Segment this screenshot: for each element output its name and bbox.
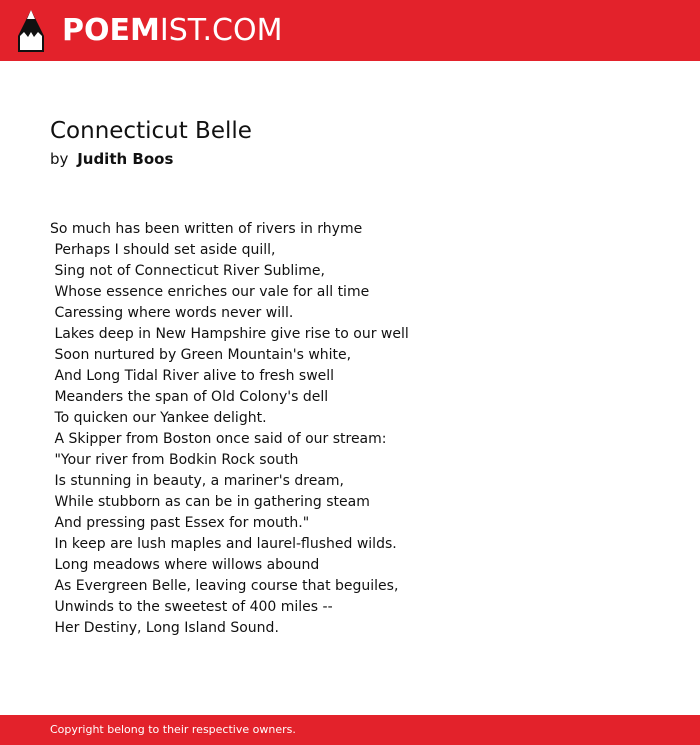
poem-line: Soon nurtured by Green Mountain's white, <box>50 347 352 363</box>
poem-line: Unwinds to the sweetest of 400 miles -- <box>50 599 333 615</box>
brand-light: IST.COM <box>159 13 283 48</box>
byline <box>50 149 173 169</box>
site-footer <box>0 715 700 745</box>
brand-bold: POEM <box>62 13 160 48</box>
poem-line: "Your river from Bodkin Rock south <box>50 452 299 468</box>
poem-body <box>50 219 409 639</box>
poem-line: While stubborn as can be in gathering steam <box>50 494 370 510</box>
site-header <box>0 0 700 61</box>
copyright-text: Copyright belong to their respective owners. <box>50 723 296 736</box>
poem-line: Whose essence enriches our vale for all time <box>50 284 370 300</box>
pencil-tip-icon[interactable] <box>18 10 44 52</box>
poem-line: Perhaps I should set aside quill, <box>50 242 276 258</box>
author-name[interactable]: Judith Boos <box>77 150 174 168</box>
poem-title: Connecticut Belle <box>50 118 252 144</box>
by-label: by <box>50 150 69 168</box>
poem-line: Lakes deep in New Hampshire give rise to our well <box>50 326 409 342</box>
site-logo-text[interactable] <box>62 12 282 50</box>
poem-line: Her Destiny, Long Island Sound. <box>50 620 279 636</box>
poem-line: And Long Tidal River alive to fresh swell <box>50 368 335 384</box>
poem-line: In keep are lush maples and laurel-flushed wilds. <box>50 536 397 552</box>
poem-line: To quicken our Yankee delight. <box>50 410 267 426</box>
poem-line: Sing not of Connecticut River Sublime, <box>50 263 325 279</box>
poem-line: So much has been written of rivers in rhyme <box>50 221 363 237</box>
poem-line: And pressing past Essex for mouth." <box>50 515 310 531</box>
poem-line: Meanders the span of Old Colony's dell <box>50 389 329 405</box>
poem-line: Long meadows where willows abound <box>50 557 320 573</box>
poem-line: As Evergreen Belle, leaving course that beguiles, <box>50 578 399 594</box>
poem-line: A Skipper from Boston once said of our stream: <box>50 431 387 447</box>
poem-line: Is stunning in beauty, a mariner's dream, <box>50 473 345 489</box>
poem-line: Caressing where words never will. <box>50 305 294 321</box>
